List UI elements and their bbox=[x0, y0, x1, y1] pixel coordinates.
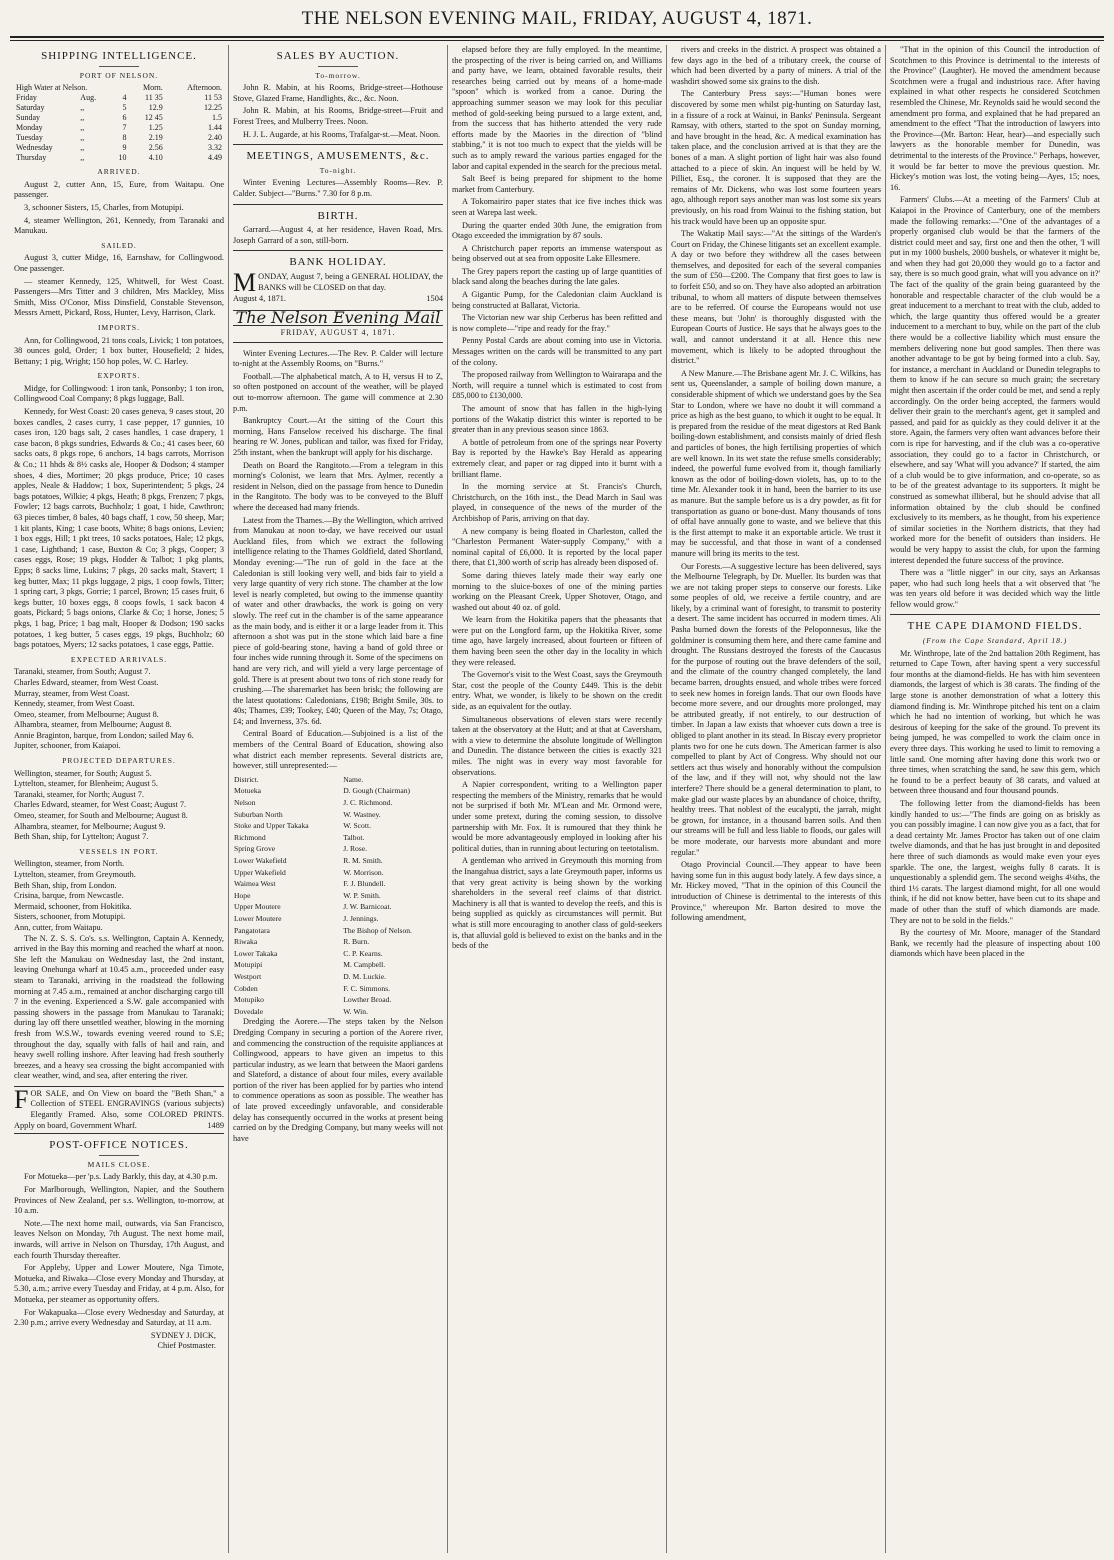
tide-cell: Aug. bbox=[80, 93, 97, 103]
projected-list bbox=[14, 769, 224, 843]
list-item: Lyttelton, steamer, for Blenheim; August 5. bbox=[14, 779, 158, 789]
board-district: Lower Takaka bbox=[234, 948, 278, 958]
tonight-heading: To-night. bbox=[319, 165, 357, 175]
list-item: Beth Shan, ship, for Lyttelton; August 7. bbox=[14, 832, 149, 842]
tide-cell: 2.56 bbox=[148, 143, 163, 153]
board-member: D. Gough (Chairman) bbox=[343, 786, 411, 796]
paragraph: elapsed before they are fully employed. In the meantime, the prospecting of the river is being carried on, and Williams and party have, we learn, obtained favorable results, their researches being carried out by means of a home-made "spoon" which is worked from a canoe. During the approaching summer season we may look for this peculiar method of gold-seeking being pursued to a large extent, and, from the success that has hitherto attended the very rude efforts made by the Maories in the direction of "blind stabbing," it is not too much to expect that the yields will be such as to amply reward the various parties engaged for the labor and capital expended in the search for the precious metal. bbox=[452, 45, 662, 171]
column-5 bbox=[886, 45, 1104, 1553]
in-port-heading: VESSELS IN PORT. bbox=[79, 846, 159, 856]
paragraph: "That in the opinion of this Council the introduction of Scotchmen to this Province is detrimental to the interests of the Province" (Laughter). He moved the amendment because Scotchmen were a frugal and industrious race. After having explained in what other respects he considered Scotchmen resembled the Chinese, Mr. Reynolds said he would second the amendment pro forma, and explained that he had prepared an amendment to the effect "That the introduction of lawyers into the Province—(Mr. Barton: Hear, hear)—and especially such lawyers as the honorable member for Dunedin, was detrimental to the interests of the Province." Perhaps, however, it would be far better to move the previous question. Mr. Hickey's motion was lost, the voting being—Ayes, 15; noes, 16. bbox=[890, 45, 1100, 192]
board-district: Lower Wakefield bbox=[234, 856, 287, 865]
tide-header-label: High Water at Nelson. bbox=[16, 83, 88, 93]
paragraph: 4, steamer Wellington, 261, Kennedy, from Taranaki and Manukau. bbox=[14, 215, 224, 236]
paragraph: H. J. L. Augarde, at his Rooms, Trafalgar-st.—Meat. Noon. bbox=[243, 129, 441, 139]
news-paragraphs bbox=[671, 45, 881, 924]
paragraph: Death on Board the Rangitoto.—From a telegram in this morning's Colonist, we learn that Mrs. Aylmer, recently a resident in Nelson, died on the passage from hence to Dunedin in the Rangitoto. The body was to be conveyed to the Bluff where the deceased had many friends. bbox=[233, 460, 443, 512]
for-sale-dropcap: F bbox=[14, 1084, 29, 1114]
board-district: Stoke and Upper Takaka bbox=[234, 821, 309, 831]
board-member: W. Morrison. bbox=[343, 867, 384, 877]
paragraph: Mr. Winthrope, late of the 2nd battalion 20th Regiment, has returned to Cape Town, after having spent a very successful four months at the diamond-fields. He has with him seventeen diamonds, the largest of which is 38 carats. The finding of the large stone is another demonstration of what a lottery this diamond finding is. Mr. Winthrope pitched his tent on a claim which he had no intention of working, but which he was desirous of keeping for the sake of the ground. To prevent its being jumped, he was compelled to work the claim once in every three days. This working he used to limit to removing a little sand. One morning after having done this work two or three times, when scratching the sand, he saw this gem, which he found to be a perfect beauty of 38 carats, and valued at between three thousand and four thousand pounds. bbox=[890, 648, 1100, 796]
list-item: Sisters, schooner, from Motupipi. bbox=[14, 912, 126, 922]
diamond-paragraphs bbox=[890, 649, 1100, 960]
board-row bbox=[233, 1006, 443, 1018]
mails-list bbox=[14, 1172, 224, 1328]
board-member: J. Rose. bbox=[343, 844, 368, 854]
list-item: Taranaki, steamer, from South; August 7. bbox=[14, 667, 151, 677]
list-item: Wellington, steamer, for South; August 5. bbox=[14, 768, 152, 778]
tide-row bbox=[14, 93, 224, 103]
board-member: W. Wastney. bbox=[343, 809, 381, 819]
bank-dropcap: M bbox=[233, 267, 257, 297]
tide-cell: 4.49 bbox=[208, 153, 222, 163]
paragraph: In the morning service at St. Francis's Church, Christchurch, on the 16th inst., the Dead March in Saul was played, in consequence of the news of the murder of the Archbishop of Paris, arriving on that day. bbox=[452, 482, 662, 523]
board-member: The Bishop of Nelson. bbox=[343, 925, 412, 935]
board-district: Dovedale bbox=[234, 1006, 264, 1016]
nzss-report: The N. Z. S. S. Co's. s.s. Wellington, Captain A. Kennedy, arrived in the Bay this morning and reached the wharf at noon. She left the Manukau on Wednesday last, the 2nd instant, leaving Onehunga wharf at 10.45 a.m., proceeded under easy steam to Taranaki, arriving in the roadstead the following morning at 7.45 a.m., remained at anchor discharging cargo till 7 in the evening. Experienced a S.W. gale accompanied with passing showers in the passage from Manukau to Taranaki; during lay off there unsettled weather, blowing in the morning fresh from W.S.W., towards evening veered round to S.E; throughout the day, squally with falls of hail and rain, and heavy swell rolling inshore. After leaving had fresh southerly breezes, and a heavy sea crossing the bight accompanied with clear weather, wind, and sea, after entering the river. bbox=[14, 933, 224, 1081]
column-1 bbox=[10, 45, 229, 1553]
board-member: Talbot. bbox=[343, 832, 365, 842]
tomorrow-heading: To-morrow. bbox=[315, 70, 361, 80]
tide-header-morn: Morn. bbox=[142, 83, 163, 93]
board-header-row bbox=[233, 774, 443, 786]
tide-cell: Saturday bbox=[16, 103, 45, 113]
paragraph: A Gigantic Pump, for the Caledonian claim Auckland is being constructed at Ballarat, Victoria. bbox=[452, 290, 662, 310]
shipping-heading: SHIPPING INTELLIGENCE. bbox=[41, 50, 197, 62]
tide-cell: ,, bbox=[80, 113, 85, 123]
board-district: Motueka bbox=[234, 786, 261, 796]
meeting-text: Winter Evening Lectures—Assembly Rooms—Rev. P. Calder. Subject—"Burns." 7.30 for 8 p.m. bbox=[233, 178, 443, 198]
board-district: Riwaka bbox=[234, 937, 258, 947]
newspaper-nameplate: The Nelson Evening Mail bbox=[233, 310, 443, 327]
tide-cell: ,, bbox=[80, 123, 85, 133]
tide-cell: 1.25 bbox=[148, 123, 163, 133]
sailed-list bbox=[14, 253, 224, 319]
paragraph: For Appleby, Upper and Lower Moutere, Nga Timote, Motueka, and Riwaka—Close every Monday and Thursday, at 5.30, a.m.; arrive every Tuesday and Friday, at 4 p.m. Also, for Motueka, per steamer as opportunity offers. bbox=[14, 1263, 224, 1304]
tide-cell: 5 bbox=[122, 103, 127, 113]
list-item: Taranaki, steamer, for North; August 7. bbox=[14, 789, 144, 799]
list-item: Crisina, barque, from Newcastle. bbox=[14, 891, 124, 901]
paragraph: Note.—The next home mail, outwards, via San Francisco, leaves Nelson on Monday, 7th August. The next home mail, inwards, will arrive in Nelson on Thursday, 17th August, and each fourth Thursday thereafter. bbox=[14, 1218, 224, 1260]
board-row bbox=[233, 948, 443, 960]
masthead-rule bbox=[10, 36, 1104, 41]
arrived-list bbox=[14, 180, 224, 237]
board-member: J. Jennings. bbox=[343, 913, 379, 923]
paragraph: We learn from the Hokitika papers that the pheasants that were put on the Longford farm, up the Hokitika River, some time ago, have largely increased, about fourteen or fifteen of them having been seen the other day in the locality in which they were released. bbox=[452, 615, 662, 667]
list-item: Charles Edward, steamer, from West Coast. bbox=[14, 677, 159, 687]
tide-row bbox=[14, 123, 224, 133]
advert-number: 1489 bbox=[207, 1120, 224, 1130]
tide-cell: 10 bbox=[118, 153, 127, 163]
tide-cell: 7 bbox=[122, 123, 127, 133]
post-office-heading: POST-OFFICE NOTICES. bbox=[49, 1139, 189, 1152]
signature-name: SYDNEY J. DICK, bbox=[150, 1330, 216, 1340]
in-port-list bbox=[14, 859, 224, 933]
bank-text: ONDAY, August 7, being a GENERAL HOLIDAY, the BANKS will be CLOSED on that day. bbox=[258, 271, 443, 292]
list-item: Alhambra, steamer, for Melbourne; August 9. bbox=[14, 821, 166, 831]
board-member: R. M. Smith. bbox=[343, 856, 383, 865]
board-member: F. J. Blundell. bbox=[343, 879, 386, 889]
tide-cell: ,, bbox=[80, 133, 85, 143]
list-item: Omeo, steamer, from Melbourne; August 8. bbox=[14, 709, 159, 719]
tide-cell: ,, bbox=[80, 153, 85, 163]
tide-cell: 11 53 bbox=[204, 93, 222, 103]
list-item: Beth Shan, ship, from London. bbox=[14, 880, 117, 890]
paragraph: August 3, cutter Midge, 16, Earnshaw, for Collingwood. One passenger. bbox=[14, 253, 224, 273]
board-district: Hope bbox=[234, 890, 251, 900]
diamond-fields-heading: THE CAPE DIAMOND FIELDS. bbox=[907, 620, 1083, 633]
column-2 bbox=[229, 45, 448, 1553]
board-row bbox=[233, 959, 443, 971]
board-row bbox=[233, 913, 443, 925]
board-row bbox=[233, 925, 443, 937]
board-district: Motupipi bbox=[234, 960, 263, 970]
bank-date: August 4, 1871. bbox=[233, 293, 287, 303]
paragraph: There was a "little nigger" in our city, says an Arkansas paper, who had such long heels that a wit observed that "he was ten years old before it was decided which way the little fellow would grow." bbox=[890, 568, 1100, 609]
board-row bbox=[233, 843, 443, 855]
board-member: R. Burn. bbox=[343, 937, 370, 947]
tide-cell: ,, bbox=[80, 143, 85, 153]
list-item: Omeo, steamer, for South and Melbourne; August 8. bbox=[14, 811, 188, 821]
imports-heading: IMPORTS. bbox=[98, 322, 140, 332]
paragraph: Latest from the Thames.—By the Wellington, which arrived from Manukau at noon to-day, we have received our usual Auckland files, from which we extract the following intelligence relating to the Thames Goldfield, dated Shortland, Monday evening:—"The run of gold in the face at the Caledonian is still looking very well, and bids fair to yield a very large quantity of very rich stone. The chamber at the low level is nearly completed, but owing to the immense quantity of water and other drawbacks, the work is going on very slowly. The reef cut in the chamber is of the same appearance as the main body, and is either it or a large leader from it. This afternoon a shot was put in the stone which laid bare a fine piece of gold-bearing stone, having a band of gold three or four inches wide running through it. Some of the specimens on hand are very rich, and will yield a very large percentage of gold. There is at present about two tons of rich stone ready for crushing.—The sharemarket has been brisk; the following are the latest quotations: Caledonians, £198; Bright Smile, 30s. to 40s; Thames, £39; Tookey, £40; Queen of the May, 7s; Otago, £4; and Inverness, 37s. 6d. bbox=[233, 515, 443, 726]
divider bbox=[233, 250, 443, 251]
board-district: Richmond bbox=[234, 832, 266, 842]
for-sale-advert bbox=[14, 1086, 224, 1134]
tide-table bbox=[14, 83, 224, 163]
paragraph: Simultaneous observations of eleven stars were recently taken at the observatory at the Hutt; and at that at Caversham, with a view to determine the absolute longitude of Wellington and Dunedin. The distance between the cities is exactly 321 miles. The night was in every way most favorable for observations. bbox=[452, 714, 662, 777]
divider bbox=[99, 1155, 139, 1156]
tide-header-row bbox=[14, 83, 224, 93]
for-sale-text: OR SALE, and On View on board the "Beth Shan," a Collection of STEEL ENGRAVINGS (various subjects) Elegantly Framed. Also, some COLORED PRINTS. Apply on board, Government Wharf. bbox=[14, 1088, 224, 1130]
board-row bbox=[233, 936, 443, 948]
mails-heading: MAILS CLOSE. bbox=[87, 1159, 151, 1169]
paragraph: Our Forests.—A suggestive lecture has been delivered, says the Melbourne Telegraph, by Dr. Mueller. Its burden was that we are not taking proper steps to conserve our forests. Like some peoples of old, we receive a fertile country, and are likely, by a criminal want of foresight, to transmit to posterity a desert. The same incident has occurred in modern times. Ali Pasha burned down the forests of the Peloponnesus, like the goldminer is consuming them here, and there came famine and drought. The Russians destroyed the forests of the Caucasus for the purpose of routing out the brave defenders of the soil, and the climate of the country changed completely, the land became barren, droughts ensued, and whole tribes were forced to seek new homes in foreign lands. That our own floods have become more severe, and our droughts more prolonged, may be attributed greatly, if not entirely, to our destruction of timber. In Japan a law exists that whoever cuts down a tree is obliged to plant another in its stead. In Biscay every proprietor plants two for one he cuts down. The American farmer is also compelled to plant by Act of Congress. Why should not our settlers act thus wisely and honorably without the compulsion of the law, and if they will not, why should not the law interfere? There should be a general determination to plant, to make glad our waste places by an abundance of choice, thrifty, healthy trees. That noblest of the eucalypti, the jarrah, might be grown, for instance, in a thousand barren soils. And then our streams will be full and less liable to floods, our gales will be more moderate, our harvests more abundant and more regular." bbox=[671, 561, 881, 857]
expected-list bbox=[14, 667, 224, 752]
paragraph: Football.—The alphabetical match, A to H, versus H to Z, so often postponed on account of the weather, will be played out to-morrow afternoon. The game will commence at 2.30 p.m. bbox=[233, 371, 443, 413]
tide-cell: 12.25 bbox=[204, 103, 222, 113]
board-member: J. W. Barnicoat. bbox=[343, 902, 392, 912]
paragraph: A gentleman who arrived in Greymouth this morning from the Inangahua district, says a late Greymouth paper, informs us that very great activity is being shown by the working shareholders in the several reef claims of that district. Machinery is all that is wanted to develop the reefs, and this is being supplied as quickly as circumstances will permit. But what is still more encouraging to another class of gold-seekers is, that alluvial gold is believed to exist on the banks and in the beds of the bbox=[452, 856, 662, 951]
tide-cell: 1.44 bbox=[208, 123, 222, 133]
tide-header-afternoon: Afternoon. bbox=[187, 83, 222, 93]
board-row bbox=[233, 785, 443, 797]
paragraph: By the courtesy of Mr. Moore, manager of the Standard Bank, we recently had the pleasure of inspecting about 100 diamonds which have been placed in the bbox=[890, 928, 1100, 959]
paragraph: Salt Beef is being prepared for shipment to the home market from Canterbury. bbox=[452, 174, 662, 194]
paragraph: 3, schooner Sisters, 15, Charles, from Motupipi. bbox=[24, 202, 184, 212]
list-item: Ann, cutter, from Waitapu. bbox=[14, 922, 103, 932]
paragraph: During the quarter ended 30th June, the emigration from Otago exceeded the immigration by 87 souls. bbox=[452, 220, 662, 241]
imports-text: Ann, for Collingwood, 21 tons coals, Livick; 1 ton potatoes, 38 ounces gold, Order; 1 box butter, Housefield; 2 hides, Bettany; 1 pig, Wright; 150 hop poles, W. C. Harley. bbox=[14, 335, 224, 366]
tide-row bbox=[14, 113, 224, 123]
board-header-name: Name. bbox=[343, 774, 364, 784]
paragraph: A Christchurch paper reports an immense waterspout as being observed out at sea from opposite Lake Ellesmere. bbox=[452, 243, 662, 264]
paragraph: rivers and creeks in the district. A prospect was obtained a few days ago in the bed of a tributary creek, the course of which had been diverted by a party of miners. A trial of the washdirt showed some six grains to the dish. bbox=[671, 45, 881, 86]
list-item: Kennedy, steamer, from West Coast. bbox=[14, 699, 135, 709]
paragraph: August 2, cutter Ann, 15, Eure, from Waitapu. One passenger. bbox=[14, 179, 224, 200]
tide-cell: Monday bbox=[16, 123, 43, 133]
board-member: W. Scott. bbox=[343, 821, 371, 831]
tide-cell: 3.32 bbox=[208, 143, 222, 153]
paragraph: For Marlborough, Wellington, Napier, and the Southern Provinces of New Zealand, per s.s. Wellington, to-morrow, at 10 a.m. bbox=[14, 1185, 224, 1216]
board-district: Nelson bbox=[234, 798, 256, 808]
board-district: Upper Wakefield bbox=[234, 867, 286, 877]
board-district: Pangatotara bbox=[234, 925, 270, 935]
board-row bbox=[233, 971, 443, 983]
diamond-source: (From the Cape Standard, April 18.) bbox=[922, 636, 1068, 646]
paragraph: The following letter from the diamond-fields has been kindly handed to us:—"The finds are going on as briskly as you can possibly imagine. I can now give you as a fact, that for a dead certainty Mr. James Proctor has taken out of one claim twelve diamonds, and that he has just brought in and deposited here three of such diamonds as would make even your eyes sparkle. The one, the largest, weighs fully 8 carats. It is unquestionably a splendid gem. The second weighs 4⅛ths, the third 1½ carats. The largest diamond might, for all one would think, if he did not know better, have been cut to its shape and made of other than the stuff of which diamonds are made. They are not to be sold in the fields." bbox=[890, 798, 1100, 925]
arrived-heading: ARRIVED. bbox=[97, 167, 141, 177]
paragraph: The Grey papers report the casting up of large quantities of black sand along the beaches during the late gales. bbox=[452, 266, 662, 287]
exports-list bbox=[14, 384, 224, 651]
paragraph: The Victorian new war ship Cerberus has been refitted and is now complete—"ripe and ready for the fray." bbox=[452, 313, 662, 333]
column-4 bbox=[667, 45, 886, 1553]
board-member: M. Campbell. bbox=[343, 960, 386, 970]
news-paragraphs bbox=[890, 45, 1100, 610]
board-member: W. P. Smith. bbox=[343, 890, 381, 900]
advert-number: 1504 bbox=[426, 293, 443, 303]
paragraph: For Motueka—per 'p.s. Lady Barkly, this day, at 4.30 p.m. bbox=[24, 1172, 218, 1182]
board-row bbox=[233, 820, 443, 832]
tide-cell: ,, bbox=[80, 103, 85, 113]
paragraph: The Governor's visit to the West Coast, says the Greymouth Star, cost the people of the County £449. This is the debit entry. What, we wonder, is likely to be shown on the credit side, as an equivalent for the outlay. bbox=[452, 670, 662, 712]
board-row bbox=[233, 983, 443, 995]
list-item: Annie Braginton, barque, from London; sailed May 6. bbox=[14, 730, 194, 740]
tide-cell: 9 bbox=[122, 143, 127, 153]
tide-cell: Friday bbox=[16, 93, 37, 103]
board-district: Cobden bbox=[234, 983, 258, 993]
divider bbox=[233, 204, 443, 205]
board-district: Upper Moutere bbox=[234, 902, 281, 912]
tide-cell: 6 bbox=[122, 113, 127, 123]
tide-row bbox=[14, 133, 224, 143]
board-row bbox=[233, 797, 443, 809]
auction-heading: SALES BY AUCTION. bbox=[276, 50, 400, 62]
board-row bbox=[233, 878, 443, 890]
projected-heading: PROJECTED DEPARTURES. bbox=[62, 756, 176, 766]
board-table bbox=[233, 774, 443, 1017]
paragraph: Farmers' Clubs.—At a meeting of the Farmers' Club at Kaiapoi in the Province of Canterbury, one of the members made the following remarks:—"One of the advantages of a properly organised club would be that the farmers of the district could meet and say, first one and then the other, 'I will put in my 1000 bushels, 2000 bushels, or whatever it might be, and when they had got 20,000 they would go to a factor and say, there is so much good grain, what will you advance on it?' The fact of the quality of the grain being guaranteed by the honorable and respectable character of the club would be a great inducement to a merchant to treat with the club, added to which, the large quantity thus offered would be a greater inducement to a merchant to buy, while on the part of the club there would be a collective liability which must ensure the members delivering none but good samples. Then there was another advantage to be got by being formed into a club. Say, for instance, a merchant in Auckland or Dunedin telegraphs to them to know if he can secure so much grain; the secretary might then ascertain if the order could be met, and send a reply accordingly. On the order being accepted, the farmers would deliver their grain to the merchant's agent, get it sampled and passed, and paid for as quickly as they could deliver it at the store. Again, the farmers very often want advances before their corn is ripe for harvesting, and if the club was a co-operative association, they could go to a factor in Christchurch, or elsewhere, and say 'What will you advance?' If started, the aim of a club would be to give information, and co-operate, so as to be of the greatest advantage to its supporters. It might be construed as somewhat illiberal, but he should advise that all information obtained by the club should be confined exclusively to its members, as he thought, from his experience of similar societies in the Northern districts, that they had worked more for the benefit of outsiders than insiders. He would be very happy to assist the club, for upon the farming interest depended the future success of the province. bbox=[890, 195, 1100, 565]
board-row bbox=[233, 890, 443, 902]
divider bbox=[890, 614, 1100, 615]
paragraph: For Wakapuaka—Close every Wednesday and Saturday, at 2.30 p.m.; arrive every Wednesday and Saturday, at 11 a.m. bbox=[14, 1307, 224, 1328]
paragraph: Penny Postal Cards are about coming into use in Victoria. Messages written on the cards will be transmitted to any part of the colony. bbox=[452, 336, 662, 367]
tide-row bbox=[14, 143, 224, 153]
masthead: THE NELSON EVENING MAIL, FRIDAY, AUGUST 4, 1871. bbox=[301, 8, 813, 29]
paragraph: A New Manure.—The Brisbane agent Mr. J. C. Wilkins, has sent us, Queenslander, a sample of boiling down manure, a considerable shipment of which we understand goes by the Sea Star to London, where we have no doubt it will command a price as high as the best guano, to which it ought to be equal. It is prepared from the residue of the meat digestors at Red Bank boiling-down establishment, and consists mainly of dried flesh and particles of bones, the high fertilising properties of which are well known. In its wet state the refuse smells considerably; indeed, the powerful fume evolved from it, though familiarly known as the odor of boiling-down violets, has, up to to the time Mr. Alexander took it in hand, been the barrier to its use as manure. But the sample before us is a dry powder, as fit for transportation as guano or bone-dust. Many thousands of tons of offal have annually gone to waste, and we believe that this is the first attempt to make it an exportable article. We trust it may be successful, and that those in want of a condensed manure will bring its merits to the test. bbox=[671, 368, 881, 558]
list-item: Wellington, steamer, from North. bbox=[14, 859, 125, 869]
dredging-article: Dredging the Aorere.—The steps taken by the Nelson Dredging Company in securing a portion of the Aorere river, and commencing the construction of the requisite appliances at Collingwood, appears to have given an impetus to this particular industry, as we learn that between the Maori gardens and Slateford, a distance of about four miles, every available portion of the river has been applied for by parties who intend to commence operations as soon as possible. The weather has of late proved exceedingly unfavorable, and considerable delay has consequently occurred in the works at present being carried on by the Dredging Company, but many weeks will not have bbox=[233, 1017, 443, 1143]
board-district: Motupiko bbox=[234, 995, 264, 1005]
list-item: Jupiter, schooner, from Kaiapoi. bbox=[14, 741, 121, 751]
signature-title: Chief Postmaster. bbox=[157, 1341, 216, 1351]
exports-heading: EXPORTS. bbox=[97, 371, 141, 381]
list-item: Alhambra, steamer, from Melbourne; August 8. bbox=[14, 720, 172, 730]
paragraph: Central Board of Education.—Subjoined is a list of the members of the Central Board of Education, showing also what district each member represents. Several districts are, however, still unrepresented:— bbox=[233, 729, 443, 771]
tide-cell: 2.40 bbox=[208, 133, 222, 143]
tide-cell: Sunday bbox=[16, 113, 40, 123]
birth-text: Garrard.—August 4, at her residence, Haven Road, Mrs. Joseph Garrard of a son, still-born. bbox=[233, 225, 443, 245]
paragraph: Winter Evening Lectures.—The Rev. P. Calder will lecture to-night at the Assembly Rooms, on "Burns." bbox=[233, 348, 443, 369]
board-row bbox=[233, 855, 443, 867]
columns bbox=[10, 45, 1104, 1553]
board-member: W. Win. bbox=[343, 1006, 368, 1016]
paragraph: The proposed railway from Wellington to Wairarapa and the North, will require a tunnel which is estimated to cost from £85,000 to £130,000. bbox=[452, 370, 662, 401]
paragraph: A bottle of petroleum from one of the springs near Poverty Bay is reported by the Hawke's Bay Herald as appearing extremely clear, and paper or rag dipped into it burnt with a brilliant flame. bbox=[452, 437, 662, 479]
tide-rows bbox=[14, 93, 224, 163]
paragraph: Midge, for Collingwood: 1 iron tank, Ponsonby; 1 ton iron, Collingwood Coal Company; 8 pkgs luggage, Ball. bbox=[14, 383, 224, 404]
board-member: Lowther Broad. bbox=[343, 995, 392, 1005]
board-row bbox=[233, 901, 443, 913]
list-item: Murray, steamer, from West Coast. bbox=[14, 688, 130, 698]
bank-holiday-notice bbox=[233, 267, 443, 305]
paragraph: A new company is being floated in Charleston, called the "Charleston Permanent Water-supply Company," with a nominal capital of £6,000. It is reported by the local paper there, that £1,300 worth of scrip has already been disposed of. bbox=[452, 526, 662, 568]
tide-cell: 12 45 bbox=[144, 113, 163, 123]
paragraph: The amount of snow that has fallen in the high-lying portions of the Wakatip district this winter is reported to be greater than in any previous season since 1863. bbox=[452, 404, 662, 435]
paragraph: The Canterbury Press says:—"Human bones were discovered by some men whilst pig-hunting on Saturday last, in a fissure of a rock at Wainui, in Banks' Peninsula. Sergeant Ramsay, with others, started to the spot on Sunday morning, and have brought in the head, &c. A medical examination has taken place, and the conclusion arrived at is that they are the bones of a man. A slight portion of light hair was also found attached to a piece of skin. An inquest will be held by W. Pilliet, Esq., the coroner. It is supposed that they are the remains of Mr. Dickens, who was lost some fourteen years ago, although report says another man was lost some six years previously, on his road from Wainui to the fishing station, but his track would have been up an opposite spur. bbox=[671, 89, 881, 226]
tide-cell: 12.9 bbox=[148, 103, 163, 113]
paragraph: John R. Mabin, at his Rooms, Bridge-street—Hothouse Stove, Glazed Frame, Handlights, &c., &c. Noon. bbox=[233, 83, 443, 103]
paragraph: A Tokomairiro paper states that ice five inches thick was seen at Warepa last week. bbox=[452, 197, 662, 217]
board-district: Suburban North bbox=[234, 809, 283, 819]
paragraph: Some daring thieves lately made their way early one morning to the sluice-boxes of one of the mining parties working on the Pleasant Creek, Upper Shotover, Otago, and washed out about 40 oz. of gold. bbox=[452, 570, 662, 612]
bank-holiday-heading: BANK HOLIDAY. bbox=[289, 256, 387, 269]
paragraph: Kennedy, for West Coast: 20 cases geneva, 9 cases stout, 20 boxes candles, 2 cases curry, 1 case pepper, 17 gunnies, 10 cases iron, 120 bags salt, 2 cases handles, 1 case drapery, 1 case bacon, 8 pkgs sundries, Edwards & Co.; 41 cases beer, 60 sacks oats, 8 pkgs rope, 6 anchors, 14 bags carrots, Morrison & Co.; 11 hhds & 8½ casks ale, Hooper & Dodson; 4 stamper shoes, 4 dies, Mortimer; 20 pkgs produce, Price; 10 cases apples, Neale & Haddow; 1 box, Superintendent; 5 pkgs, 24 bags potatoes, Wilkie; 4 pkgs, Heath; 8 pkgs, Frenzen; 7 pkgs, Fowler; 12 bags carrots, Buchholz; 1 goat, 1 hide, Cawthron; 63 pieces timber, 8 bales, 40 bags chaff, 1 cow, 50 sheep, Mar; 1 kit plants, King; 1 case boots, White; 8 bags onions, Levien; 1 box eggs, Hill; 1 pkt trees, 10 sacks potatoes, Hale; 12 pkgs, 1 case, Lightband; 1 case, Buxton & Co; 3 pkgs, Cooper; 3 cases eggs, Rose; 19 pkgs, Hodder & Talbot; 1 pkg plants, Epps; 8 sacks lime, Lukins; 7 pkgs, 20 sacks malt, Stavert; 1 keg butter, Max; 11 pkgs luggage, 2 pigs, 1 coop fowls, Titter; 1 spring cart, 3 pkgs, Gorrie; 1 parcel, Brown; 15 cases fruit, 6 kegs butter, 10 boxes eggs, 8 coops fowls, 1 sack bacon 4 goats, Pickard; 5 bags onions, Clarke & Co; 1 horse, Jones; 5 pkgs, 1 bag, Price; 1 bag malt, Hooper & Dodson; 190 sacks potatoes, 1 keg butter, 5 cases eggs, 19 pkgs, Buchholz; 60 bags potatoes, Myers; 12 sacks potatoes, 1 case eggs, Pattie. bbox=[14, 407, 224, 650]
list-item: Charles Edward, steamer, for West Coast; August 7. bbox=[14, 800, 187, 810]
paragraph: The Wakatip Mail says:—"At the sittings of the Warden's Court on Friday, the Chinese litigants set an excellent example. A day or two before they withdrew all the cases between themselves, and deposited for each of the several companies the sum of £50—£200. The Company that first goes to law is to forfeit £50, and so on. They have also adopted an arbitration tribunal, to whom all matters of dispute between themselves are to be referred. Of course the Europeans would not use these means, but 'John' is thoroughly disgusted with the European Courts of Justice. He says that he always goes to the wall, and cannot understand it at all. Hence this new movement, which is likely to be adopted throughout the district." bbox=[671, 229, 881, 366]
paragraph: Otago Provincial Council.—They appear to have been having some fun in this august body lately. A few days since, a Mr. Hickey moved, "That in the opinion of this Council the introduction of Chinese is detrimental to the interests of this Province," whereupon Mr. Barton desired to move the following amendment, bbox=[671, 860, 881, 923]
divider bbox=[318, 66, 358, 67]
news-paragraphs bbox=[452, 45, 662, 952]
board-row bbox=[233, 832, 443, 844]
paragraph: John R. Mabin, at his Rooms, Bridge-street—Fruit and Forest Trees, and Mulberry Trees. Noon. bbox=[233, 106, 443, 126]
meetings-heading: MEETINGS, AMUSEMENTS, &c. bbox=[246, 150, 430, 163]
tide-cell: 2.19 bbox=[148, 133, 163, 143]
board-member: F. C. Simmons. bbox=[343, 983, 391, 993]
column-3 bbox=[448, 45, 667, 1553]
board-row bbox=[233, 994, 443, 1006]
port-heading: PORT OF NELSON. bbox=[79, 70, 159, 80]
board-member: C. P. Kearns. bbox=[343, 948, 383, 958]
board-member: D. M. Luckie. bbox=[343, 971, 386, 981]
list-item: Lyttelton, steamer, from Greymouth. bbox=[14, 870, 136, 879]
board-rows bbox=[233, 785, 443, 1017]
auction-list bbox=[233, 83, 443, 140]
dateline: FRIDAY, AUGUST 4, 1871. bbox=[233, 328, 443, 343]
board-district: Waimea West bbox=[234, 879, 276, 889]
newspaper-page bbox=[10, 0, 1104, 1548]
tide-cell: 1.5 bbox=[212, 113, 222, 123]
board-district: Spring Grove bbox=[234, 844, 276, 854]
divider bbox=[99, 66, 139, 67]
board-member: J. C. Richmond. bbox=[343, 798, 393, 808]
tide-cell: 4 bbox=[122, 93, 127, 103]
birth-heading: BIRTH. bbox=[317, 209, 359, 222]
tide-cell: 8 bbox=[122, 133, 127, 143]
board-district: Westport bbox=[234, 971, 262, 981]
board-row bbox=[233, 867, 443, 879]
tide-cell: Thursday bbox=[16, 153, 47, 163]
board-row bbox=[233, 809, 443, 821]
tide-cell: 4.10 bbox=[148, 153, 163, 163]
paragraph: Bankruptcy Court.—At the sitting of the Court this morning, Hans Fanselow received his discharge. The final hearing re W. Jones, publican and tailor, was fixed for Friday, 25th instant, when the bankrupt will apply for his discharge. bbox=[233, 416, 443, 458]
paragraph: — steamer Kennedy, 125, Whitwell, for West Coast. Passengers—Mrs Titter and 3 children, Mrs Mackley, Miss Smith, Miss O'Conor, Miss Dinsfield, Constable Stevenson, Messrs Arnett, Pickard, Ross, Hunter, Levy, Harrison, Clark. bbox=[14, 276, 224, 318]
list-item: Mermaid, schooner, from Hokitika. bbox=[14, 901, 132, 911]
news-paragraphs bbox=[233, 349, 443, 772]
tide-cell: Wednesday bbox=[16, 143, 53, 153]
board-district: Lower Moutere bbox=[234, 913, 282, 923]
expected-heading: EXPECTED ARRIVALS. bbox=[70, 654, 168, 664]
divider bbox=[233, 144, 443, 145]
tide-cell: 11 35 bbox=[145, 93, 163, 103]
tide-cell: Tuesday bbox=[16, 133, 43, 143]
tide-row bbox=[14, 103, 224, 113]
board-header-district: District. bbox=[234, 774, 259, 784]
sailed-heading: SAILED. bbox=[101, 240, 137, 250]
tide-row bbox=[14, 153, 224, 163]
paragraph: A Napier correspondent, writing to a Wellington paper respecting the members of the Ministry, remarks that he would not be surprised if both Mr. M'Lean and Mr. Ormond were, under some pretext, during the coming session, to dissolve partnership with Mr. Fox. It is rumoured that they think he would be more advantageously employed in looking after his political duties, than in running about lecturing on teetotalism. bbox=[452, 780, 662, 853]
